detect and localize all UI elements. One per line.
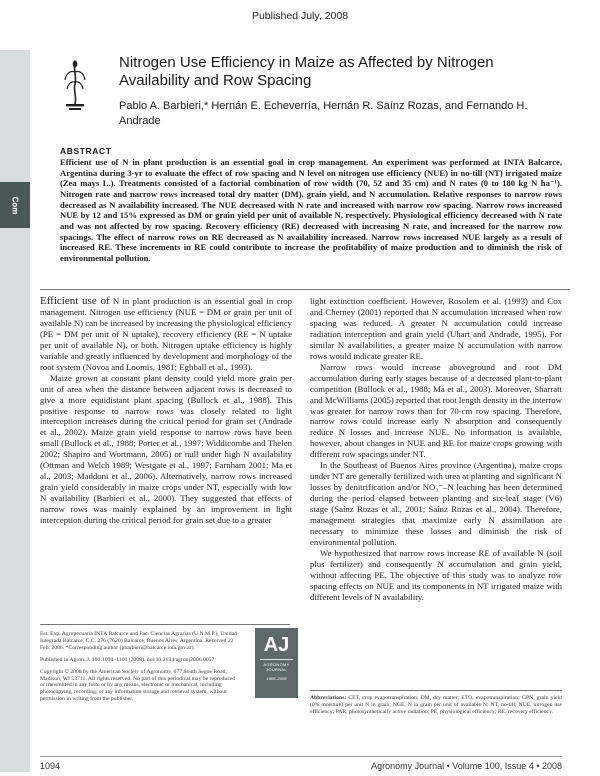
footnote-citation: Published in Agron. J. 100:1094–1100 (2008). doi:10.2134/agronj2006.0057 (40, 656, 215, 663)
agronomy-emblem-icon (60, 58, 90, 116)
footer-divider (40, 756, 562, 757)
side-tab-marker (0, 182, 30, 228)
abstract-text: Efficient use of N in plant production is an essential goal in crop management. An experiment was performed at INTA Balcarce, Argentina during 3-yr to evaluate the effect of row spacing and N level on nitrogen use efficiency (NUE) in no-till (NT) irrigated maize (Zea mays L.). Treatments consisted of a factorial combination of row width (70, 52 and 35 cm) and N rates (0 to 180 kg N ha⁻¹). Nitrogen rate and narrow rows increased total dry matter (DM), grain yield, and N accumulation. Relative responses to narrow rows decreased as N availability increased. The NUE decreased with N rate and increased with narrow row spacing. Narrow rows increased NUE by 12 and 15% expressed as DM or grain yield per unit of available N, respectively. Physiological efficiency decreased with N rate and was not affected by row spacing. Recovery efficiency (RE) decreased with increasing N rate, and increased for the narrow row spacings. The effect of narrow rows on RE decreased as N availability increased. Narrow rows increased NUE largely as a result of increased RE. These increments in RE could contribute to increase the profitability of maize production and to diminish the risk of environmental pollution. (60, 157, 562, 263)
abbreviations (310, 695, 562, 716)
side-tab (0, 50, 30, 772)
left-column (40, 296, 292, 526)
page-number: 1094 (40, 761, 61, 771)
footnote-divider (40, 624, 290, 625)
footnote-copyright: Copyright © 2008 by the American Society of Agronomy, 677 South Segoe Road, Madison, WI 53711. All rights reserved. No part of this periodical may be reproduced or transmitted in any form or by any means, electronic or mechanical, including photocopying, recording, or any information storage and retrieval system, without permission in writing from the publisher. (40, 668, 236, 703)
right-column (310, 296, 562, 603)
journal-logo-name: AGRONOMY JOURNAL (263, 662, 290, 672)
body-paragraph: In the Southeast of Buenos Aires province (Argentina), maize crops under NT are generally fertilized with urea at planting and significant N losses by denitrification and/or NO₃⁻–N leaching has been determined during the period elapsed between planting and six-leaf stage (V6) stage (Saínz Rozas et al., 2001; Saínz Rozas et al., 2004). Therefore, management strategies that maximize early N assimilation are necessary to minimize these losses and diminish the risk of environmental pollution. (310, 460, 562, 547)
logo-divider (260, 659, 293, 660)
footnote-block (40, 631, 240, 708)
body-paragraph: Maize grown at constant plant density could yield more grain per unit of area when the distance between adjacent rows is decreased to give a more equidistant plant spacing (Bullock et al., 1988). This positive response to narrow rows was closely related to light interception increases during the critical period for grain set (Andrade et al., 2002). Maize grain yield response to narrow rows have been small (Bullock et al., 1988; Porter et al., 1997; Widdicombe and Thelen 2002; Shapiro and Wortmann, 2005) or null under high N availability (Ottman and Welch 1989; Westgate et al., 1997; Farnham 2001; Ma et al., 2003; Maddoni et al., 2006). Alternatively, narrow rows increased grain yield considerably in maize crops under NT, especially with low N availability (Barbieri et al., 2000). They suggested that effects of narrow rows was mainly explained by an improvement in light interception during the critical period for grain set due to a greater (40, 372, 292, 526)
body-paragraph: Narrow rows would increase aboveground and root DM accumulation during early stages because of a decreased plant-to-plant competition (Bullock et al., 1988; Ma et al., 2003). Moreover, Sharratt and McWilliams (2005) reported that root length density in the interrow was greater for narrow rows than for 70-cm row spacing. Therefore, narrow rows could increase early N absorption and consequently reduce N losses and increase NUE. No information is available, however, about changes in NUE and RE for maize crops growing with different row spacings under NT. (310, 361, 562, 460)
footnote-affiliation: Est. Exp. Agropecuaria INTA Balcarce and Fac. Ciencias Agrarias (U.N.M.P.), Unidad Integrada Balcarce, C.C. 276 (7620) Balcarce, Buenos Aires, Argentina. Received 22 Feb. 2006. *Corresponding author (pbarbieri@balcarce.inta.gov.ar). (40, 631, 237, 651)
body-paragraph: light extinction coefficient. However, Rosolem et al. (1993) and Cox and Cherney (2001) reported that N accumulation increased when row spacing was reduced. A greater N accumulation could increase radiation interception and grain yield (Uhart and Andrade, 1995). For similar N availabilities, a greater maize N accumulation with narrow rows would indicate greater RE. (310, 296, 562, 361)
side-tab-label: Com (10, 196, 20, 214)
abbreviations-divider (310, 690, 562, 691)
article-title: Nitrogen Use Efficiency in Maize as Affected by Nitrogen Availability and Row Spacing (119, 54, 494, 89)
body-paragraph (40, 296, 292, 373)
section-lead-in: Efficient use of (40, 295, 110, 307)
abbreviations-text: CET, crop evapotranspiration; DM, dry matter; ETO, evapotranspiration; GPN, grain yield (0% moisture) per unit N in grain; NGE, N in grain per unit of available N; NT, no-till; NUE, nitrogen use efficiency; PAR, photosynthetically active radiation; PE, physiological efficiency; RE, recovery efficiency. (310, 695, 562, 715)
body-paragraph: We hypothesized that narrow rows increase RE of available N (soil plus fertilizer) and consequently N accumulation and grain yield, without affecting PE. The objective of this study was to analyze row spacing effects on NUE and its components in NT irrigated maize with different levels of N availability. (310, 547, 562, 602)
abbreviations-label: Abbreviations: (310, 695, 347, 701)
published-date: Published July, 2008 (251, 10, 349, 22)
journal-logo (255, 628, 298, 698)
body-paragraph-text: N in plant production is an essential goal in crop management. Nitrogen use efficiency (NUE = DM or grain per unit of available N) can be increased by increasing the physiological efficiency (PE = DM per unit of N uptake), recovery efficiency (RE = N uptake per unit of available N), or both. Nitrogen uptake efficiency is highly variable and greatly influenced by development and morphology of the root system (Novoa and Loomis, 1981; Eghball et al., 1993). (40, 296, 292, 372)
article-authors: Pablo A. Barbieri,* Hernán E. Echeverría, Hernán R. Saínz Rozas, and Fernando H. Andrade (119, 100, 528, 127)
journal-logo-letters: AJ (263, 634, 290, 656)
abstract-heading: ABSTRACT (60, 146, 112, 156)
journal-logo-years: 1908–2008 (266, 676, 287, 681)
abstract-divider (40, 289, 570, 290)
journal-info: Agronomy Journal • Volume 100, Issue 4 • 2008 (371, 761, 562, 771)
